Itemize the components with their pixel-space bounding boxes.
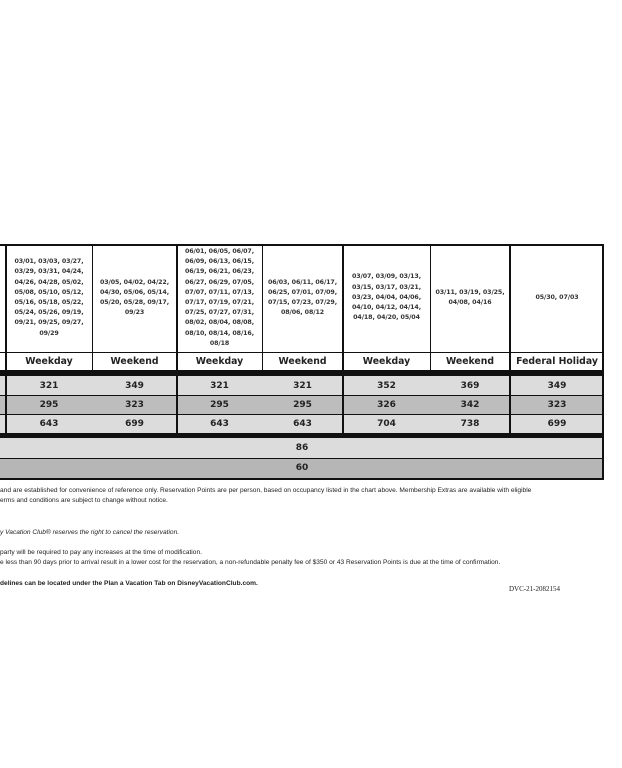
- day-type-header: Federal Holiday: [516, 355, 598, 367]
- points-value: 349: [92, 376, 177, 395]
- points-value: 295: [177, 395, 262, 414]
- summary-value: 86: [0, 438, 604, 458]
- points-value: 342: [430, 395, 510, 414]
- header-rule: [0, 352, 604, 353]
- table-top-border: [0, 244, 604, 246]
- points-value: 321: [177, 376, 262, 395]
- points-value: 349: [510, 376, 604, 395]
- table-right-border: [602, 244, 604, 480]
- points-value: 326: [343, 395, 430, 414]
- group-divider: [342, 244, 344, 433]
- day-type-header: Weekend: [110, 355, 159, 367]
- table-bottom-border: [0, 478, 604, 480]
- date-cell: 03/01, 03/03, 03/27, 03/29, 03/31, 04/24, 04/26, 04/28, 05/02, 05/08, 05/10, 05/12, 05/16, 05/18, 05/22, 05/24, 05/26, 09/19, 09/21, 09/25, 09/27, 09/29: [14, 258, 84, 337]
- points-value: 699: [510, 414, 604, 433]
- points-value: 352: [343, 376, 430, 395]
- row-rule: [0, 395, 604, 396]
- note-line-3: y Vacation Club® reserves the right to cancel the reservation.: [0, 529, 180, 536]
- points-value: 738: [430, 414, 510, 433]
- points-value: 321: [262, 376, 343, 395]
- date-cell: 06/03, 06/11, 06/17, 06/25, 07/01, 07/09, 07/15, 07/23, 07/29, 08/06, 08/12: [267, 278, 338, 317]
- note-line-6: delines can be located under the Plan a Vacation Tab on DisneyVacationClub.com.: [0, 580, 258, 587]
- points-value: 321: [6, 376, 92, 395]
- day-type-header: Weekend: [278, 355, 327, 367]
- date-cell: 05/30, 07/03: [535, 293, 579, 301]
- points-value: 643: [6, 414, 92, 433]
- row-rule: [0, 458, 604, 459]
- note-line-5: e less than 90 days prior to arrival result in a lower cost for the reservation, a non-refundable penalty fee of $350 or 43 Reservation Points is due at the time of confirmation.: [0, 559, 501, 566]
- points-value: 369: [430, 376, 510, 395]
- day-type-header: Weekend: [445, 355, 495, 367]
- date-cell: 03/07, 03/09, 03/13, 03/15, 03/17, 03/21, 03/23, 04/04, 04/06, 04/10, 04/12, 04/14, 04/18, 04/20, 05/04: [351, 273, 422, 322]
- note-line-4: party will be required to pay any increases at the time of modification.: [0, 549, 202, 556]
- date-cell: 06/01, 06/05, 06/07, 06/09, 06/13, 06/15, 06/19, 06/21, 06/23, 06/27, 06/29, 07/05, 07/07, 07/11, 07/13, 07/17, 07/19, 07/21, 07/25, 07/27, 07/31, 08/02, 08/04, 08/08, 08/10, 08/14, 08/16, 08/18: [184, 247, 255, 347]
- points-value: 295: [262, 395, 343, 414]
- thick-separator: [0, 433, 604, 438]
- points-value: 704: [343, 414, 430, 433]
- date-cell: 03/05, 04/02, 04/22, 04/30, 05/06, 05/14, 05/20, 05/28, 09/17, 09/23: [99, 278, 170, 317]
- points-value: 643: [177, 414, 262, 433]
- column-rule: [262, 244, 263, 370]
- note-line-2: erms and conditions are subject to change without notice.: [0, 497, 168, 504]
- points-value: 323: [510, 395, 604, 414]
- thick-separator: [0, 370, 604, 376]
- note-line-1: and are established for convenience of reference only. Reservation Points are per person, based on occupancy listed in the chart above. Membership Extras are available with eligible: [0, 487, 532, 494]
- points-value: 295: [6, 395, 92, 414]
- day-type-header: Weekday: [25, 355, 73, 367]
- day-type-header: Weekday: [362, 355, 411, 367]
- day-type-header: Weekday: [195, 355, 244, 367]
- points-value: 643: [262, 414, 343, 433]
- group-divider: [5, 244, 7, 433]
- document-code: DVC-21-2082154: [509, 585, 560, 593]
- column-rule: [430, 244, 431, 370]
- summary-value: 60: [0, 458, 604, 478]
- row-rule: [0, 414, 604, 415]
- date-cell: 03/11, 03/19, 03/25, 04/08, 04/16: [435, 288, 505, 306]
- group-divider: [509, 244, 511, 433]
- group-divider: [176, 244, 178, 433]
- points-value: 323: [92, 395, 177, 414]
- points-value: 699: [92, 414, 177, 433]
- column-rule: [92, 244, 93, 370]
